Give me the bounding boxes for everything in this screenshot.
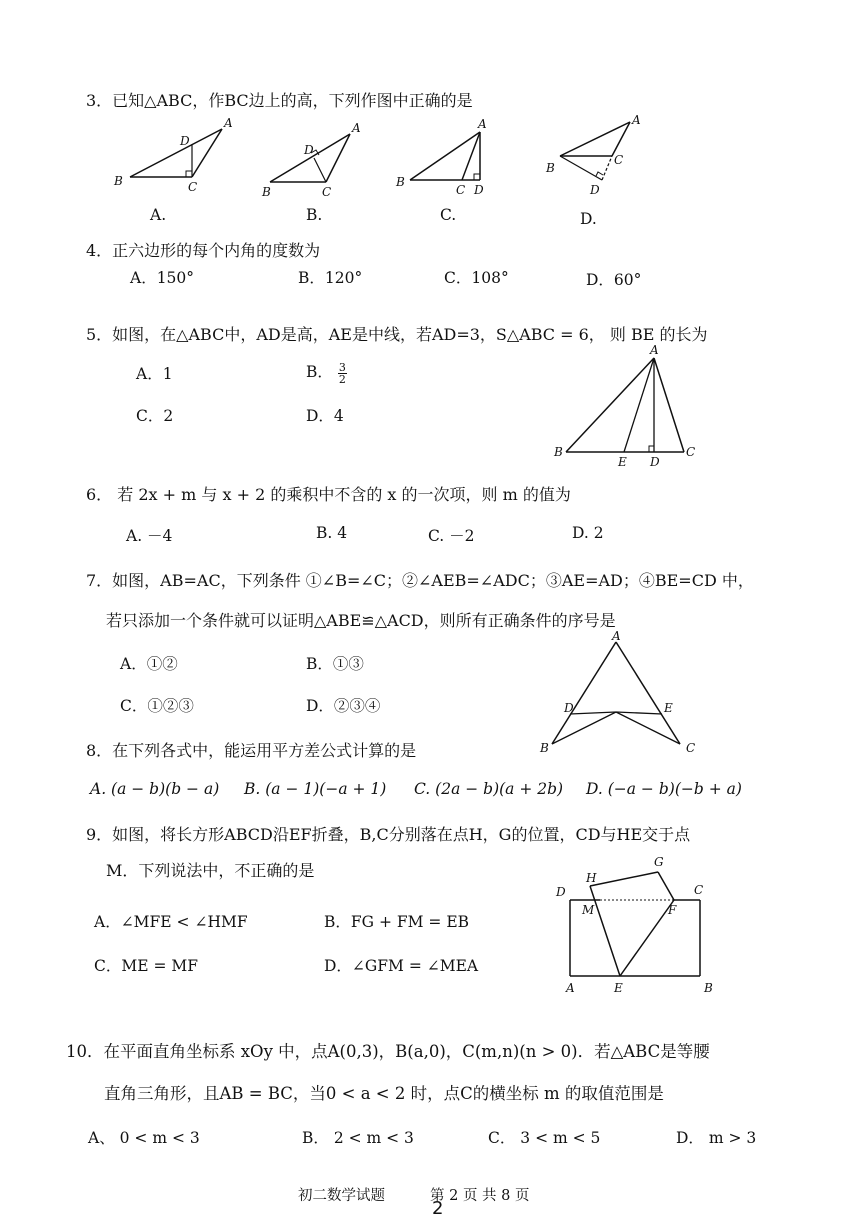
q9-label-d: D [556, 885, 566, 899]
q3-option-d[interactable]: D. [580, 210, 597, 228]
q9-label-a: A [566, 981, 575, 995]
q10-stem-line2: 直角三角形，且AB = BC，当0 < a < 2 时，点C的横坐标 m 的取值范围是 [104, 1084, 664, 1103]
q4-stem: 4．正六边形的每个内角的度数为 [86, 241, 321, 260]
q5-option-d[interactable]: D．4 [306, 407, 344, 425]
q9-label-e: E [614, 981, 623, 995]
q7-label-a: A [612, 629, 621, 643]
q9-label-m: M [582, 903, 595, 917]
q3c-label-b: B [396, 175, 405, 189]
q8-stem: 8．在下列各式中，能运用平方差公式计算的是 [86, 741, 417, 760]
q7-label-d: D [564, 701, 574, 715]
q10-stem-line1: 10．在平面直角坐标系 xOy 中，点A(0,3)，B(a,0)，C(m,n)(n > 0)．若△ABC是等腰 [66, 1042, 710, 1061]
q3-stem: 3．已知△ABC，作BC边上的高，下列作图中正确的是 [86, 91, 473, 110]
q8-option-a[interactable]: A. (a − b)(b − a) [90, 780, 220, 798]
q3-figure-c [396, 118, 506, 198]
q5-option-c[interactable]: C．2 [136, 407, 174, 425]
q8-option-c[interactable]: C. (2a − b)(a + 2b) [414, 780, 564, 798]
q9-label-h: H [586, 871, 597, 885]
q3c-label-c: C [456, 183, 466, 197]
q9-option-a[interactable]: A．∠MFE < ∠HMF [94, 913, 248, 931]
q3-option-c[interactable]: C. [440, 206, 457, 224]
q10-option-c[interactable]: C． 3 < m < 5 [488, 1129, 601, 1147]
q3d-label-a: A [632, 113, 641, 127]
q3b-label-d: D [304, 143, 314, 157]
q5-label-d: D [650, 455, 660, 469]
q3c-label-d: D [474, 183, 484, 197]
q4-option-d[interactable]: D．60° [586, 271, 642, 289]
q7-option-a[interactable]: A．①② [120, 655, 178, 673]
q10-option-a[interactable]: A、 0 < m < 3 [88, 1129, 200, 1147]
footer-page: 第 2 页 共 8 页 [430, 1188, 530, 1204]
q5-label-c: C [686, 445, 696, 459]
q3b-label-c: C [322, 185, 332, 199]
q5-option-b-fraction [338, 362, 347, 385]
q8-option-b[interactable]: B. (a − 1)(−a + 1) [244, 780, 387, 798]
q9-label-f: F [668, 903, 677, 917]
q3a-label-b: B [114, 174, 123, 188]
footer-handwritten-page: 2 [432, 1198, 444, 1219]
q3-option-b[interactable]: B. [306, 206, 323, 224]
q6-option-b[interactable]: B. 4 [316, 524, 348, 542]
q8-option-d[interactable]: D. (−a − b)(−b + a) [586, 780, 742, 798]
q7-stem-line1: 7．如图，AB=AC，下列条件 ①∠B=∠C；②∠AEB=∠ADC；③AE=AD；④BE=CD 中， [86, 571, 754, 590]
q3-figure-a [110, 115, 240, 195]
q7-option-b[interactable]: B．①③ [306, 655, 364, 673]
q5-option-b[interactable] [306, 360, 347, 385]
q3d-label-b: B [546, 161, 555, 175]
q3d-label-d: D [590, 183, 600, 197]
q7-label-c: C [686, 741, 696, 755]
q5-label-a: A [650, 343, 659, 357]
q4-option-b[interactable]: B．120° [298, 269, 363, 287]
q6-option-c[interactable]: C. －2 [428, 527, 475, 545]
q5-label-b: B [554, 445, 563, 459]
q3-figure-b [258, 120, 368, 200]
q3d-label-c: C [614, 153, 624, 167]
q10-option-b[interactable]: B． 2 < m < 3 [302, 1129, 414, 1147]
q5-option-b-label: B． [306, 363, 333, 381]
q7-label-b: B [540, 741, 549, 755]
q9-label-g: G [654, 855, 664, 869]
q5-figure [550, 342, 710, 472]
q7-option-d[interactable]: D．②③④ [306, 697, 381, 715]
q7-label-e: E [664, 701, 673, 715]
q3b-label-b: B [262, 185, 271, 199]
q3a-label-c: C [188, 180, 198, 194]
q3a-label-d: D [180, 134, 190, 148]
q6-option-a[interactable]: A. －4 [126, 527, 173, 545]
q10-option-d[interactable]: D． m > 3 [676, 1129, 757, 1147]
q5-fraction-numerator: 3 [338, 360, 346, 374]
q3-option-a[interactable]: A. [150, 206, 167, 224]
q5-label-e: E [618, 455, 627, 469]
q6-stem: 6． 若 2x + m 与 x + 2 的乘积中不含的 x 的一次项，则 m 的值为 [86, 485, 571, 504]
q7-figure [536, 628, 706, 758]
q9-label-c: C [694, 883, 704, 897]
q4-option-c[interactable]: C．108° [444, 269, 509, 287]
q7-option-c[interactable]: C．①②③ [120, 697, 194, 715]
q9-option-c[interactable]: C．ME = MF [94, 957, 199, 975]
q7-stem-line2: 若只添加一个条件就可以证明△ABE≌△ACD，则所有正确条件的序号是 [106, 611, 616, 630]
q3b-label-a: A [352, 121, 361, 135]
q9-option-b[interactable]: B．FG + FM = EB [324, 913, 470, 931]
q6-option-d[interactable]: D. 2 [572, 524, 604, 542]
q3c-label-a: A [478, 117, 487, 131]
q5-fraction-denominator: 2 [338, 372, 346, 386]
q3-figure-d [540, 112, 650, 202]
footer-title: 初二数学试题 [298, 1188, 385, 1204]
q9-figure [550, 850, 720, 1000]
q4-option-a[interactable]: A．150° [130, 269, 195, 287]
q5-stem: 5．如图，在△ABC中，AD是高，AE是中线，若AD=3，S△ABC = 6， 则 BE 的长为 [86, 325, 708, 344]
q9-stem-line2: M．下列说法中，不正确的是 [106, 861, 315, 880]
q9-stem-line1: 9．如图，将长方形ABCD沿EF折叠，B,C分别落在点H，G的位置，CD与HE交于点 [86, 825, 691, 844]
q9-label-b: B [704, 981, 713, 995]
q9-option-d[interactable]: D．∠GFM = ∠MEA [324, 957, 479, 975]
q3a-label-a: A [224, 116, 233, 130]
q5-option-a[interactable]: A．1 [136, 365, 173, 383]
